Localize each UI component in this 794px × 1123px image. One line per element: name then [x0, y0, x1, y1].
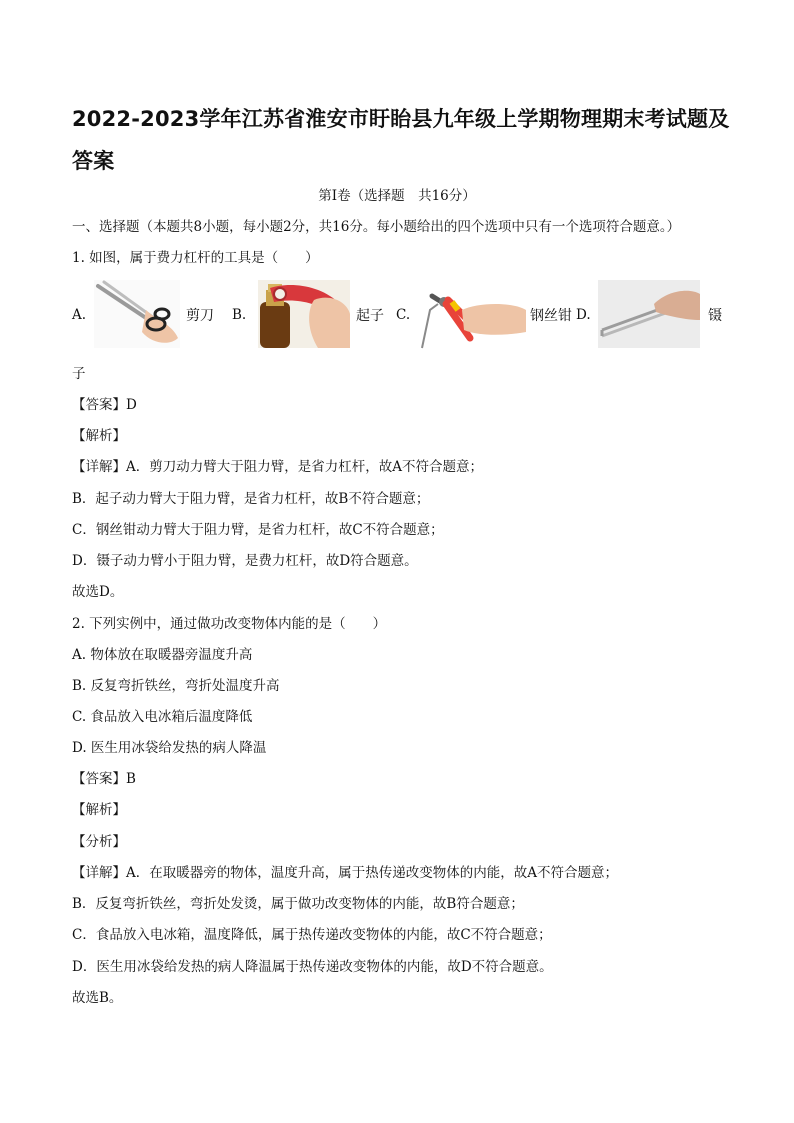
bottle-opener-icon	[258, 280, 350, 348]
question-1-detail-c: C．钢丝钳动力臂大于阻力臂，是省力杠杆，故C不符合题意；	[72, 522, 444, 538]
question-2-answer: 【答案】B	[72, 771, 136, 787]
option-c-letter: C.	[396, 307, 411, 323]
option-c-name: 钢丝钳	[530, 308, 572, 324]
option-a-name: 剪刀	[186, 308, 214, 324]
question-2-detail-a: 【详解】A．在取暖器旁的物体，温度升高，属于热传递改变物体的内能，故A不符合题意；	[72, 865, 618, 881]
question-2-stem: 2. 下列实例中，通过做功改变物体内能的是（ ）	[72, 616, 387, 632]
question-2-option-d: D. 医生用冰袋给发热的病人降温	[72, 740, 267, 756]
question-2-conclusion: 故选B。	[72, 990, 123, 1006]
part-intro: 一、选择题（本题共8小题，每小题2分，共16分。每小题给出的四个选项中只有一个选项符合题意。）	[72, 219, 681, 235]
question-1-stem: 1. 如图，属于费力杠杆的工具是（ ）	[72, 250, 319, 266]
option-d-name: 镊	[708, 308, 722, 324]
question-2-detail-b: B．反复弯折铁丝，弯折处发烫，属于做功改变物体的内能，故B符合题意；	[72, 896, 524, 912]
question-1-conclusion: 故选D。	[72, 584, 124, 600]
question-1-detail-b: B．起子动力臂大于阻力臂，是省力杠杆，故B不符合题意；	[72, 491, 430, 507]
question-2-detail-d: D．医生用冰袋给发热的病人降温属于热传递改变物体的内能，故D不符合题意。	[72, 959, 553, 975]
page-title: 2022-2023学年江苏省淮安市盱眙县九年级上学期物理期末考试题及答案	[72, 107, 730, 173]
section-heading: 第Ⅰ卷（选择题 共16分）	[318, 188, 476, 204]
option-d-letter: D.	[576, 307, 591, 323]
question-2-option-b: B. 反复弯折铁丝，弯折处温度升高	[72, 678, 280, 694]
tweezers-icon	[598, 280, 700, 348]
option-a-letter: A.	[72, 307, 87, 323]
question-2-fenxi-label: 【分析】	[72, 834, 126, 850]
option-d-name-wrap: 子	[72, 366, 86, 382]
scissors-icon	[94, 280, 180, 348]
question-1-analysis-label: 【解析】	[72, 428, 126, 444]
question-1-options	[72, 280, 722, 350]
option-b-name: 起子	[356, 308, 384, 324]
question-1-detail-d: D．镊子动力臂小于阻力臂，是费力杠杆，故D符合题意。	[72, 553, 418, 569]
option-b-letter: B.	[232, 307, 247, 323]
question-1-answer: 【答案】D	[72, 397, 137, 413]
pliers-icon	[418, 280, 526, 350]
question-2-option-c: C. 食品放入电冰箱后温度降低	[72, 709, 253, 725]
question-2-analysis-label: 【解析】	[72, 802, 126, 818]
question-2-detail-c: C．食品放入电冰箱，温度降低，属于热传递改变物体的内能，故C不符合题意；	[72, 927, 552, 943]
question-2-option-a: A. 物体放在取暖器旁温度升高	[72, 647, 253, 663]
question-1-detail-a: 【详解】A．剪刀动力臂大于阻力臂，是省力杠杆，故A不符合题意；	[72, 459, 483, 475]
